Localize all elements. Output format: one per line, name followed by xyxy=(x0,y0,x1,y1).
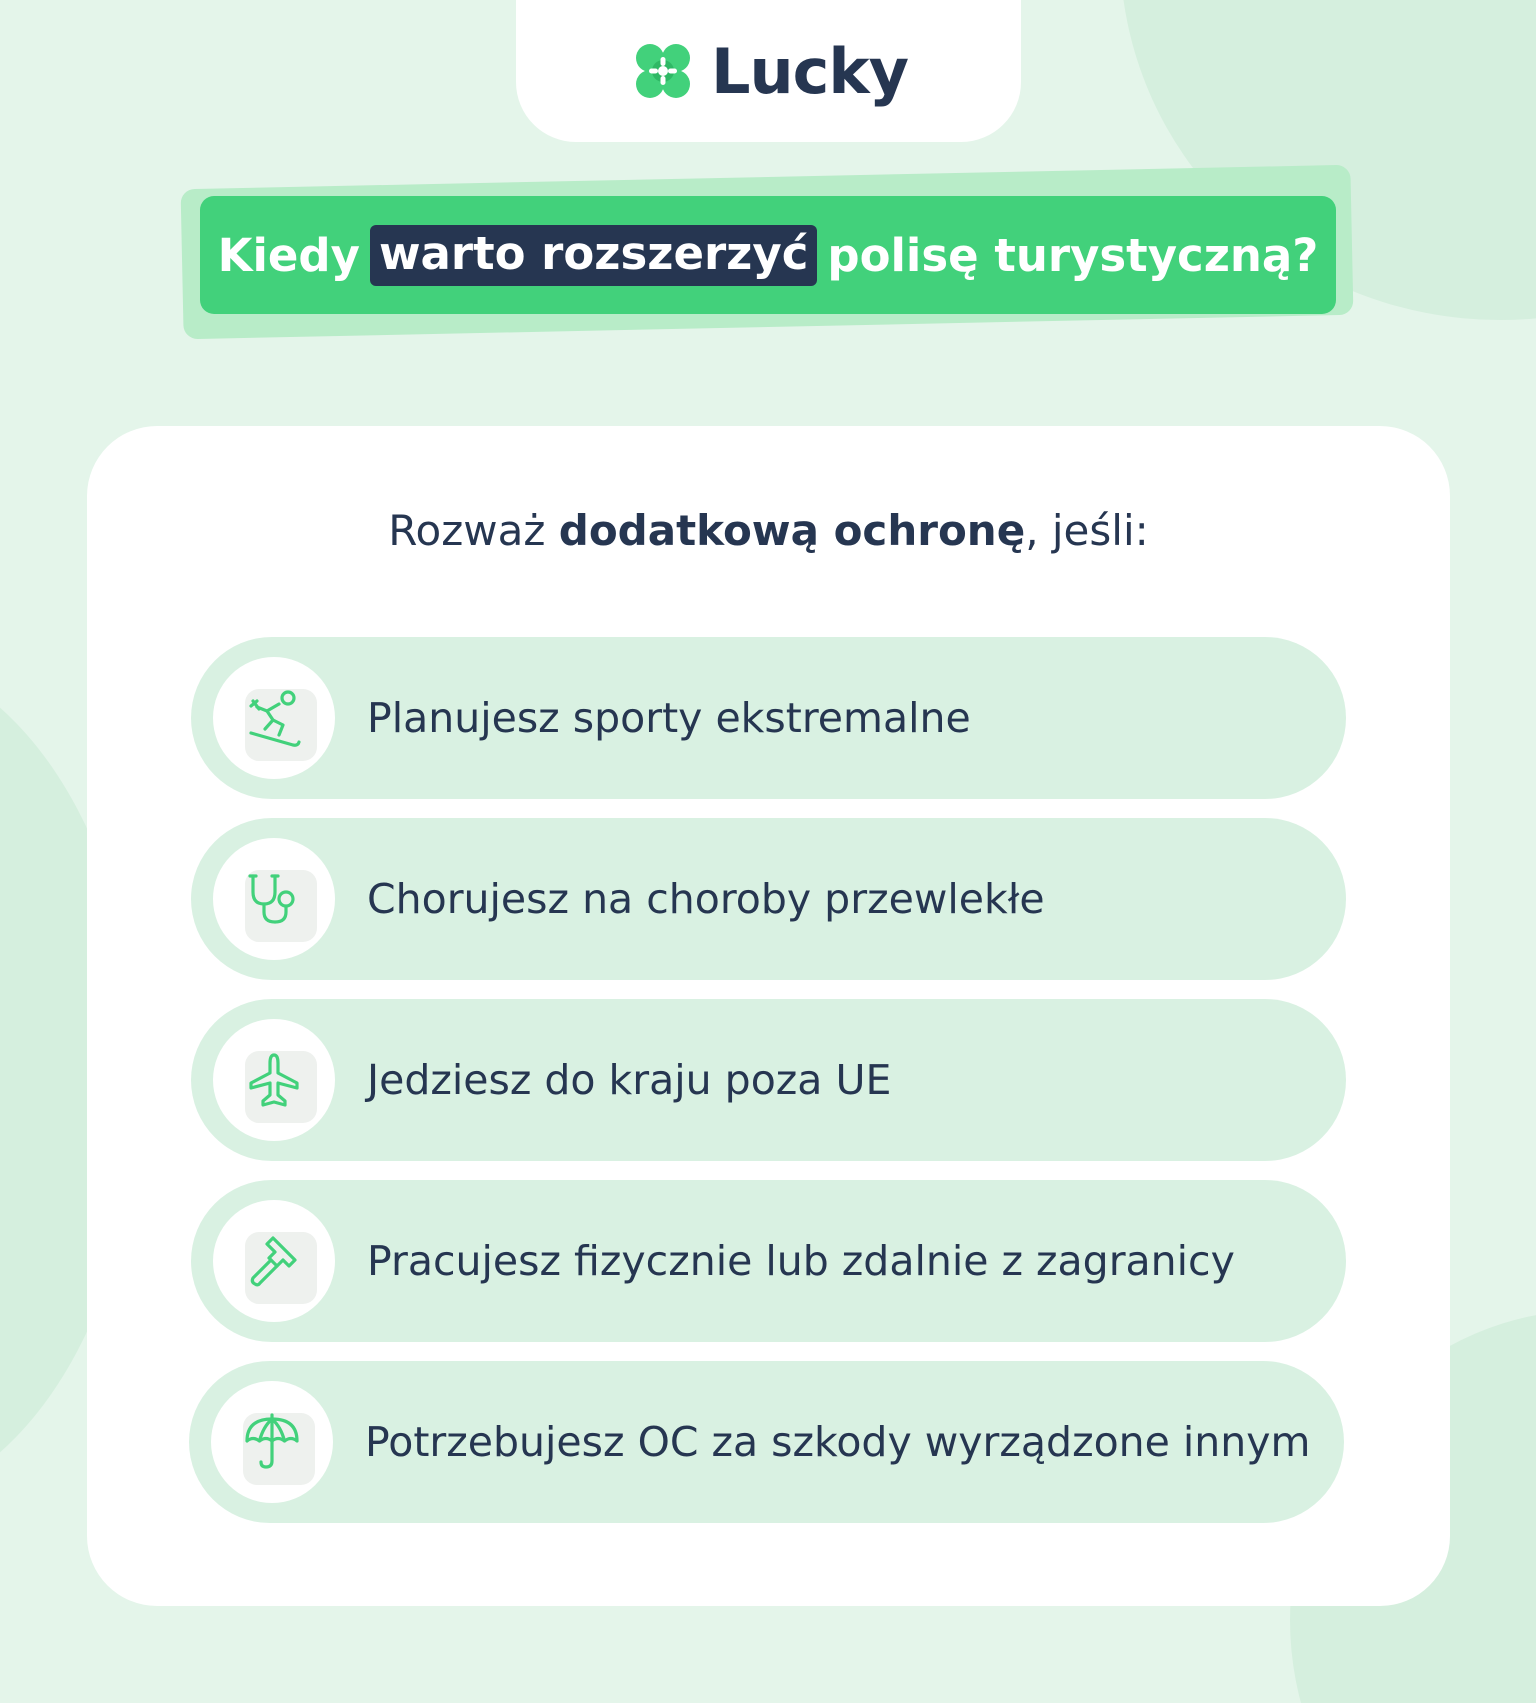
list-item-working-abroad xyxy=(191,1180,1346,1342)
item-label: Potrzebujesz OC za szkody wyrządzone innym xyxy=(365,1418,1311,1466)
item-label: Chorujesz na choroby przewlekłe xyxy=(367,875,1045,923)
skier-icon xyxy=(243,687,305,749)
list-item-extreme-sports xyxy=(191,637,1346,799)
clover-icon xyxy=(629,37,697,105)
page-title xyxy=(200,196,1336,314)
subtitle-bold: dodatkową ochronę xyxy=(558,506,1026,555)
item-label: Planujesz sporty ekstremalne xyxy=(367,694,971,742)
subtitle-suffix: , jeśli: xyxy=(1025,506,1149,555)
icon-circle xyxy=(213,1019,335,1141)
subtitle-prefix: Rozważ xyxy=(388,506,546,555)
icon-circle xyxy=(213,838,335,960)
title-after: polisę turystyczną? xyxy=(827,228,1319,282)
icon-circle xyxy=(211,1381,333,1503)
logo-header xyxy=(516,0,1021,142)
card-subtitle xyxy=(87,506,1450,555)
item-label: Jedziesz do kraju poza UE xyxy=(367,1056,892,1104)
umbrella-icon xyxy=(241,1411,303,1473)
list-item-non-eu-country xyxy=(191,999,1346,1161)
list-item-chronic-diseases xyxy=(191,818,1346,980)
list-item-liability xyxy=(189,1361,1344,1523)
brand-name: Lucky xyxy=(710,34,909,108)
title-before: Kiedy xyxy=(217,228,360,282)
title-highlight: warto rozszerzyć xyxy=(370,225,817,286)
icon-circle xyxy=(213,657,335,779)
icon-circle xyxy=(213,1200,335,1322)
hammer-icon xyxy=(243,1230,305,1292)
airplane-icon xyxy=(243,1049,305,1111)
item-label: Pracujesz fizycznie lub zdalnie z zagranicy xyxy=(367,1237,1235,1285)
content-card xyxy=(87,426,1450,1606)
stethoscope-icon xyxy=(243,868,305,930)
